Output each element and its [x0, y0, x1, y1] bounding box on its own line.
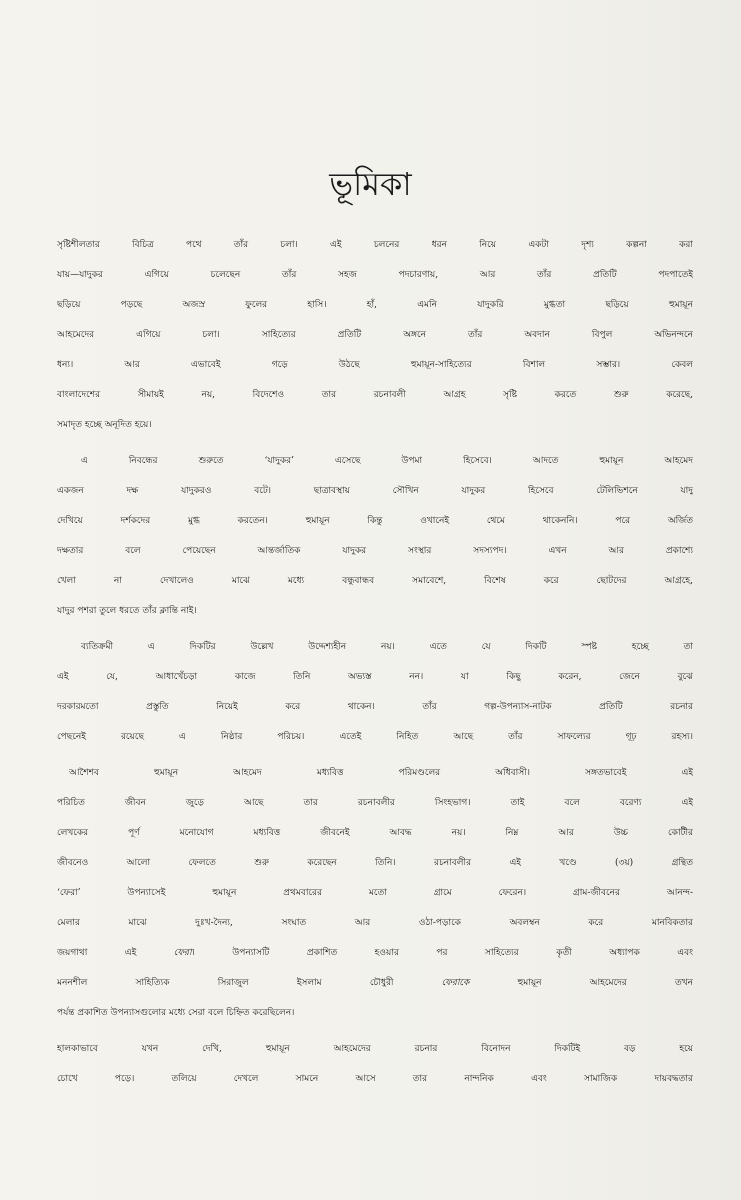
text-line: যাদুর পশরা তুলে ধরতে তাঁর ক্লান্তি নাই। — [57, 606, 197, 616]
page-title: ভূমিকা — [329, 165, 412, 203]
paragraph — [57, 632, 693, 752]
text-line: সমাদৃত হচ্ছে অনূদিত হয়ে। — [57, 420, 152, 430]
text-line: পেছনেই রয়েছে এ নিষ্ঠার পরিচয়। এতেই নিহিত আছে তাঁর সাফল্যের গূঢ় রহস্য। — [57, 732, 693, 742]
text-line: চোখে পড়ে। তলিয়ে দেখলে সামনে আসে তার নান্দনিক এবং সামাজিক দায়বদ্ধতার — [57, 1074, 693, 1084]
text-line: খেলা না দেখালেও মাঝে মধ্যে বন্ধুবান্ধব সমাবেশে, বিশেষ করে ছোটদের আগ্রহে, — [57, 576, 693, 586]
text-line — [57, 968, 693, 998]
text-line: ‘ফেরা’ উপন্যাসেই হুমায়ূন প্রথমবারের মতো গ্রামে ফেরেন। গ্রাম-জীবনের আনন্দ- — [57, 888, 693, 898]
text-line: ধন্য। আর এভাবেই গড়ে উঠছে হুমায়ূন-সাহিত্যের বিশাল সম্ভার। কেবল — [57, 360, 693, 370]
text-line: এ নিবন্ধের শুরুতে ‘যাদুকর’ এসেছে উপমা হিসেবে। আদতে হুমায়ূন আহমেদ — [81, 456, 693, 466]
book-title-italic: ফেরাকে — [441, 978, 470, 988]
text-line: একজন দক্ষ যাদুকরও বটে। ছাত্রাবস্থায় সৌখিন যাদুকর হিসেবে টেলিভিশনে যাদু — [57, 486, 693, 496]
text-line: দেখিয়ে দর্শকদের মুগ্ধ করতেন। হুমায়ূন কিন্তু ওখানেই থেমে থাকেননি। পরে অর্জিত — [57, 516, 693, 526]
text-line: লেখকের পূর্ণ মনোযোগ মধ্যবিত্ত জীবনেই আবদ্ধ নয়। নিম্ন আর উচ্চ কোটীর — [57, 828, 693, 838]
paragraph — [57, 446, 693, 626]
text-segment: । উপন্যাসটি প্রকাশিত হওয়ার পর সাহিত্যের কৃতী অধ্যাপক এবং — [191, 948, 693, 958]
page-body — [57, 230, 693, 1100]
book-title-italic: ফেরা — [173, 948, 192, 958]
text-line: আশৈশব হুমায়ূন আহমেদ মধ্যবিত্ত পরিমণ্ডলের অধিবাসী। সঙ্গতভাবেই এই — [69, 768, 693, 778]
paragraph — [57, 230, 693, 440]
text-segment: জয়গাথা এই — [57, 948, 174, 958]
text-line: পরিচিত জীবন জুড়ে আছে তার রচনাবলীর সিংহভাগ। তাই বলে বরেণ্য এই — [57, 798, 693, 808]
paragraph — [57, 758, 693, 1028]
text-line: বাংলাদেশের সীমায়ই নয়, বিদেশেও তার রচনাবলী আগ্রহ সৃষ্টি করতে শুরু করেছে, — [57, 390, 693, 400]
text-line: হালকাভাবে যখন দেখি, হুমায়ূন আহমেদের রচনার বিনোদন দিকটিই বড় হয়ে — [57, 1044, 693, 1054]
text-segment: হুমায়ূন আহমেদের তখন — [469, 978, 693, 988]
text-line: ছড়িয়ে পড়ছে অজস্র ফুলের হাসি। হাঁ, এমনি যাদুকরি মুগ্ধতা ছড়িয়ে হুমায়ূন — [57, 300, 693, 310]
text-line: দক্ষতার বলে পেয়েছেন আন্তর্জাতিক যাদুকর সংস্থার সদস্যপদ। এখন আর প্রকাশ্যে — [57, 546, 693, 556]
text-line: এই যে, আধাখেঁচড়া কাজে তিনি অভ্যস্ত নন। যা কিছু করেন, জেনে বুঝে — [57, 672, 693, 682]
text-segment: মননশীল সাহিত্যিক সিরাজুল ইসলাম চৌধুরী — [57, 978, 442, 988]
text-line: পর্যন্ত প্রকাশিত উপন্যাসগুলোর মধ্যে সেরা বলে চিহ্নিত করেছিলেন। — [57, 1008, 295, 1018]
paragraph — [57, 1034, 693, 1094]
text-line: যায়—যাদুকর এগিয়ে চলেছেন তাঁর সহজ পদচারণায়, আর তাঁর প্রতিটি পদপাতেই — [57, 270, 693, 280]
text-line: দরকারমতো প্রস্তুতি নিয়েই করে থাকেন। তাঁর গল্প-উপন্যাস-নাটক প্রতিটি রচনার — [57, 702, 693, 712]
text-line: ব্যতিক্রমী এ দিকটির উল্লেখ উদ্দেশ্যহীন নয়। এতে যে দিকটি স্পষ্ট হচ্ছে তা — [81, 642, 693, 652]
text-line: জীবনেও আলো ফেলতে শুরু করেছেন তিনি। রচনাবলীর এই খণ্ডে (৩য়) গ্রন্থিত — [57, 858, 693, 868]
text-line: মেলার মাঝে দুঃখ-দৈন্য, সংঘাত আর ওঠা-পড়াকে অবলম্বন করে মানবিকতার — [57, 918, 693, 928]
text-line — [57, 938, 693, 968]
text-line: সৃষ্টিশীলতার বিচিত্র পথে তাঁর চলা। এই চলনের ধরন নিয়ে একটা দৃশ্য কল্পনা করা — [57, 240, 693, 250]
text-line: আহমেদের এগিয়ে চলা। সাহিত্যের প্রতিটি অঙ্গনে তাঁর অবদান বিপুল অভিনন্দনে — [57, 330, 693, 340]
